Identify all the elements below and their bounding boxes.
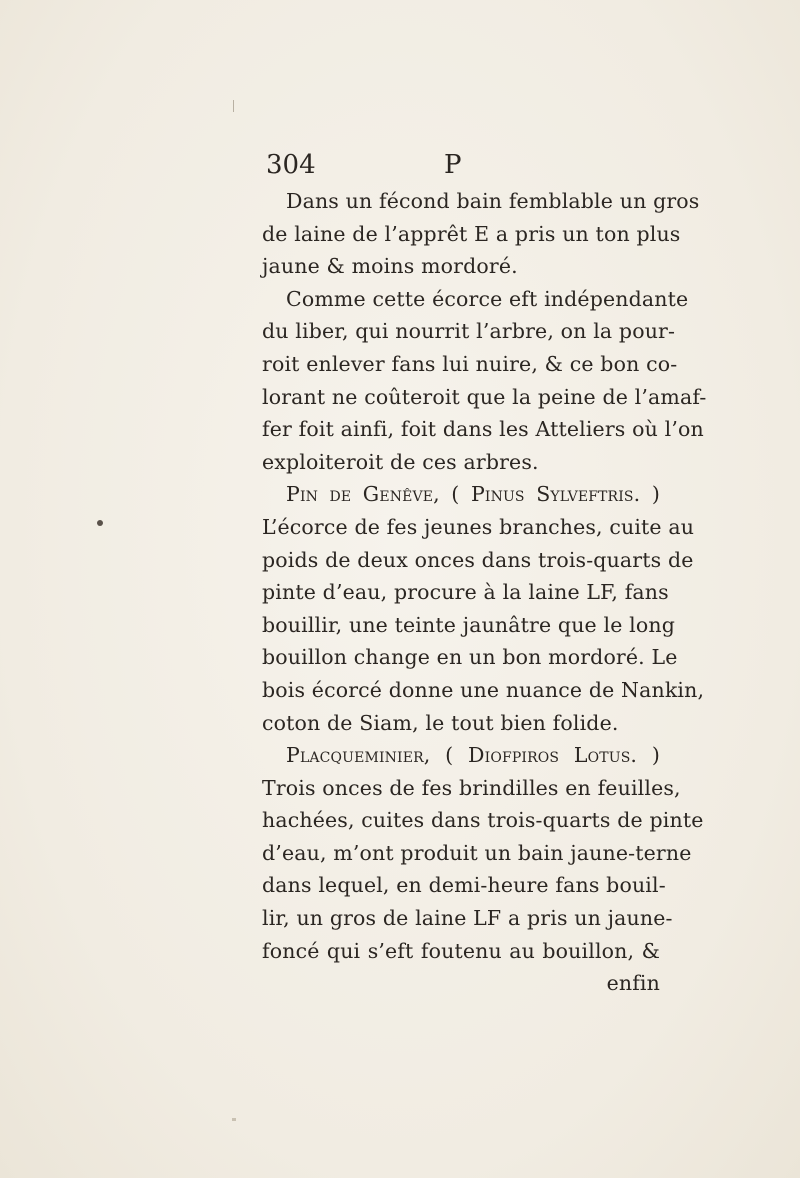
entry-heading-pin: Pin de Genêve, ( Pinus Sylveftris. ) (286, 482, 660, 507)
text-line: jaune & moins mordoré. (262, 254, 518, 279)
text-line: poids de deux onces dans trois-quarts de (262, 547, 694, 572)
text-line: pinte d’eau, procure à la laine LF, fans (262, 580, 669, 605)
text-line: bouillir, une teinte jaunâtre que le long (262, 612, 675, 637)
body-text (262, 185, 707, 1000)
text-line: d’eau, m’ont produit un bain jaune-terne (262, 840, 692, 865)
page-mark-bottom (232, 1118, 236, 1121)
text-line: lir, un gros de laine LF a pris un jaune- (262, 906, 673, 931)
text-line: du liber, qui nourrit l’arbre, on la pour- (262, 319, 676, 344)
text-line: roit enlever fans lui nuire, & ce bon co- (262, 351, 678, 376)
text-line: bouillon change en un bon mordoré. Le (262, 645, 678, 670)
section-letter: P (444, 150, 462, 180)
text-line: bois écorcé donne une nuance de Nankin, (262, 677, 705, 702)
text-line: Dans un fécond bain femblable un gros (286, 189, 700, 213)
text-line: coton de Siam, le tout bien folide. (262, 710, 619, 735)
page-header (266, 150, 636, 182)
text-line: de laine de l’apprêt E a pris un ton plus (262, 221, 681, 246)
text-line: hachées, cuites dans trois-quarts de pinte (262, 808, 704, 833)
catchword: enfin (606, 971, 660, 996)
text-line: Trois onces de fes brindilles en feuilles, (262, 775, 681, 800)
text-line: Comme cette écorce eft indépendante (286, 286, 689, 311)
entry-heading-placqueminier: Placqueminier, ( Diofpiros Lotus. ) (286, 743, 660, 768)
margin-dot (97, 520, 103, 526)
page-number: 304 (266, 150, 316, 180)
text-line: fer foit ainfi, foit dans les Atteliers où l’on (262, 417, 704, 442)
page-mark (233, 100, 234, 112)
text-line: lorant ne coûteroit que la peine de l’amaf- (262, 384, 707, 409)
text-line: dans lequel, en demi-heure fans bouil- (262, 873, 666, 898)
text-line: exploiteroit de ces arbres. (262, 449, 539, 474)
text-line: foncé qui s’eft foutenu au bouillon, & (262, 938, 660, 963)
text-line: L’écorce de fes jeunes branches, cuite au (262, 514, 695, 539)
